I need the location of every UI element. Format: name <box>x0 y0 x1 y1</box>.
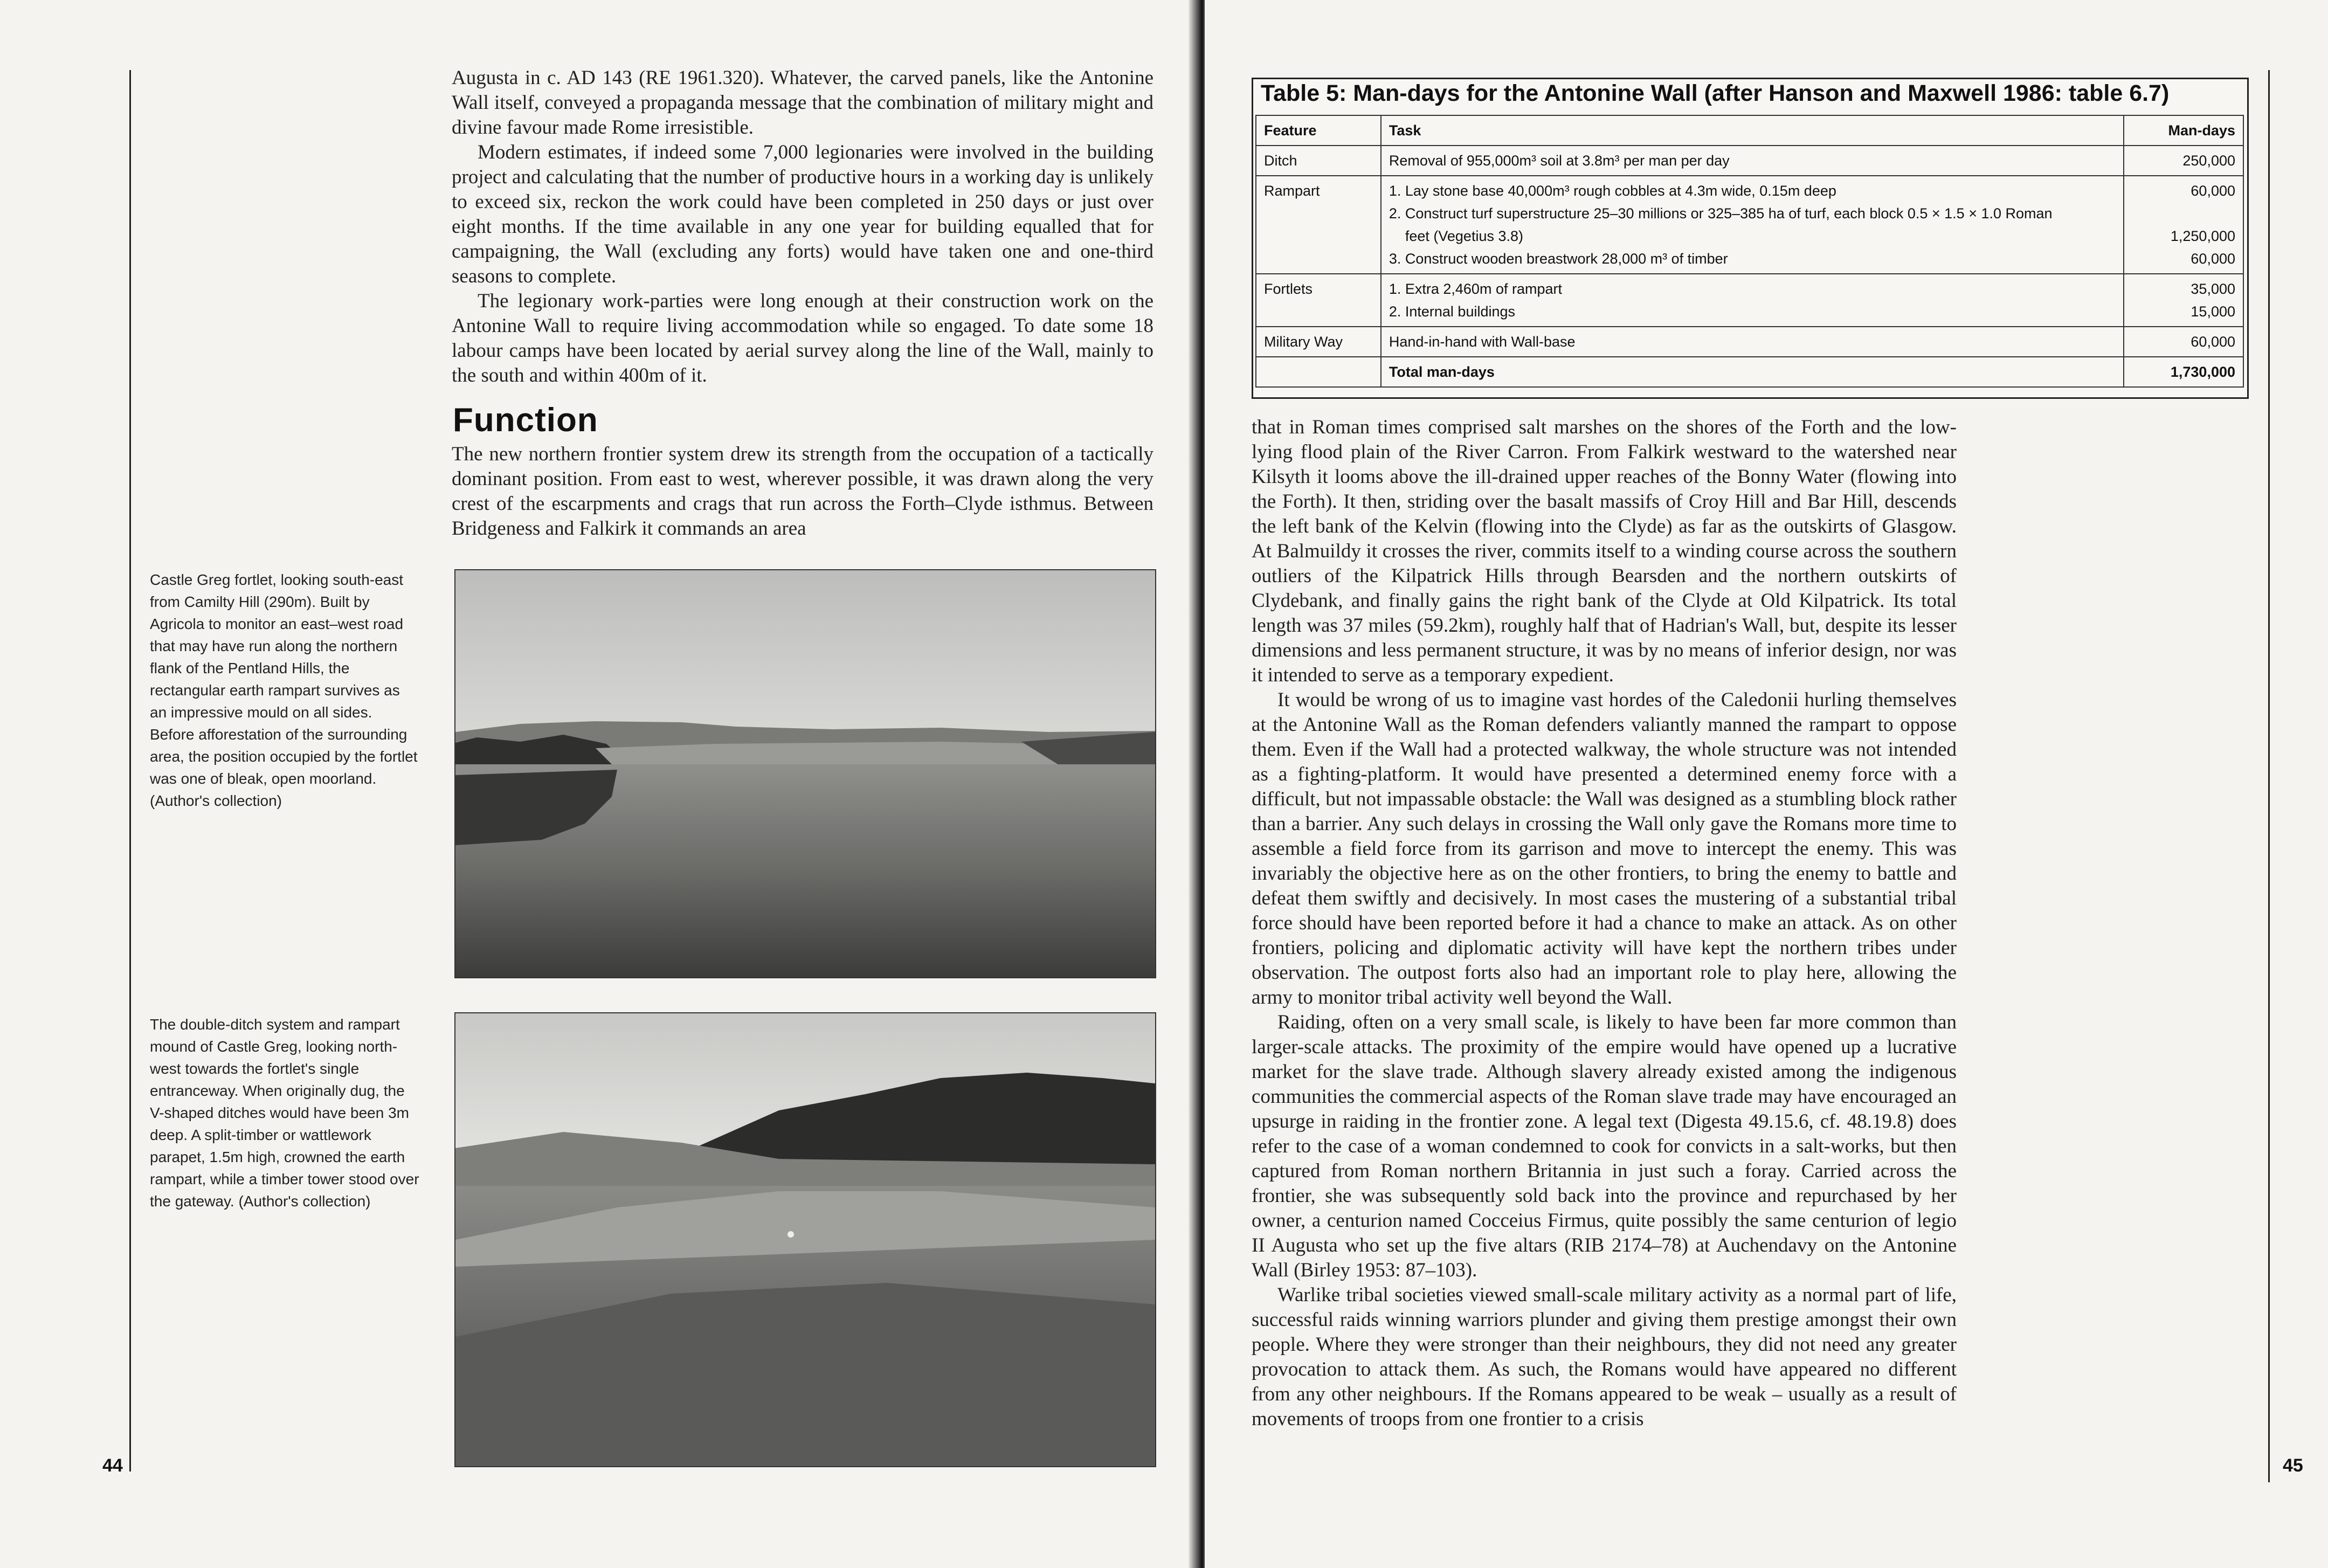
paragraph: Modern estimates, if indeed some 7,000 legionaries were involved in the building project and calculating that the number of productive hours in a working day is unlikely to exceed six, reckon the work could have been completed in 250 days or just over eight months. If the time available in any one year for building equalled that for campaigning, the Wall (excluding any forts) would have taken one and one-third seasons to complete. <box>452 141 1153 287</box>
photo-castle-greg-ditches <box>454 1012 1156 1467</box>
total-label: Total man-days <box>1381 357 2124 387</box>
table-row <box>1256 274 2243 327</box>
task-cell <box>1381 274 2124 327</box>
task-line: 1. Extra 2,460m of rampart <box>1388 281 1562 297</box>
column-header: Task <box>1381 115 2124 146</box>
section-heading: Function <box>453 402 598 439</box>
task-cell <box>1381 176 2124 274</box>
days-value: 35,000 <box>2191 281 2235 297</box>
days-cell <box>2124 274 2243 327</box>
photo-caption-2: The double-ditch system and rampart mound of Castle Greg, looking north-west towards the fortlet's single entranceway. When originally dug, the V-shaped ditches would have been 3m deep. A split-timber or wattlework parapet, 1.5m high, crowned the earth rampart, while a timber tower stood over the gateway. (Author's collection) <box>150 1016 419 1210</box>
days-value <box>2132 202 2235 225</box>
continuation-text <box>452 66 1153 388</box>
total-value: 1,730,000 <box>2124 357 2243 387</box>
task-line: 3. Construct wooden breastwork 28,000 m³ of timber <box>1388 251 1728 267</box>
paragraph: Warlike tribal societies viewed small-scale military activity as a normal part of life, successful raids winning warriors plunder and giving them prestige amongst their own people. Where they were stronger than their neighbours, they did not need any greater provocation to attack them. As such, the Romans would have appeared no different from any other neighbours. If the Romans appeared to be weak – usually as a result of movements of troops from one frontier to a crisis <box>1252 1284 1957 1430</box>
paragraph: that in Roman times comprised salt marshes on the shores of the Forth and the low-lying flood plain of the River Carron. From Falkirk westward to the watershed near Kilsyth it looms above the ill-drained upper reaches of the Bonny Water (flowing into the Forth). It then, striding over the basalt massifs of Croy Hill and Bar Hill, descends the left bank of the Kelvin (flowing into the Clyde) as far as the outskirts of Glasgow. At Balmuildy it crosses the river, commits itself to a winding course across the southern outliers of the Kilpatrick Hills through Bearsden and the northern outskirts of Clydebank, and finally gains the right bank of the Clyde at Old Kilpatrick. Its total length was 37 miles (59.2km), roughly half that of Hadrian's Wall, but, despite its lesser dimensions and less permanent structure, it was by no means of inferior design, nor was it intended to serve as a temporary expedient. <box>1252 416 1957 686</box>
days-cell <box>2124 327 2243 357</box>
task-line: 2. Internal buildings <box>1388 303 1515 320</box>
feature-cell: Rampart <box>1256 176 1381 274</box>
days-value: 60,000 <box>2191 334 2235 350</box>
days-value: 250,000 <box>2182 153 2235 169</box>
table-title: Table 5: Man-days for the Antonine Wall (after Hanson and Maxwell 1986: table 6.7) <box>1261 80 2170 106</box>
task-line: Hand-in-hand with Wall-base <box>1388 334 1576 350</box>
task-line: feet (Vegetius 3.8) <box>1405 228 1523 244</box>
column-header: Feature <box>1256 115 1381 146</box>
feature-cell: Military Way <box>1256 327 1381 357</box>
man-days-table <box>1252 78 2249 399</box>
feature-cell: Fortlets <box>1256 274 1381 327</box>
paragraph: The legionary work-parties were long enough at their construction work on the Antonine Wall to require living accommodation while so engaged. To date some 18 labour camps have been located by aerial survey along the line of the Wall, mainly to the south and within 400m of it. <box>452 290 1153 386</box>
main-text <box>1252 415 1957 1432</box>
page-number: 44 <box>102 1455 123 1476</box>
paragraph: Augusta in c. AD 143 (RE 1961.320). Whatever, the carved panels, like the Antonine Wall itself, conveyed a propaganda message that the combination of military might and divine favour made Rome irresistible. <box>452 67 1153 139</box>
days-cell <box>2124 176 2243 274</box>
days-value: 1,250,000 <box>2170 228 2235 244</box>
paragraph: It would be wrong of us to imagine vast hordes of the Caledonii hurling themselves at the Antonine Wall as the Roman defenders valiantly manned the rampart to oppose them. Even if the Wall had a protected walkway, the whole structure was not intended as a fighting-platform. It would have presented a determined enemy force with a difficult, but not impassable obstacle: the Wall was designed as a stumbling block rather than a barrier. Any such delays in crossing the Wall only gave the Romans more time to assemble a field force from its garrison and move to intercept the enemy. This was invariably the objective here as on the other frontiers, to bring the enemy to battle and defeat them swiftly and decisively. In most cases the mustering of a substantial tribal force should have been reported before it had a chance to make an attack. As on other frontiers, policing and diplomatic activity will have kept the northern tribes under observation. The outpost forts also had an important role to play here, allowing the army to monitor tribal activity well beyond the Wall. <box>1252 689 1957 1009</box>
feature-cell: Ditch <box>1256 146 1381 176</box>
days-cell <box>2124 146 2243 176</box>
table-row <box>1256 176 2243 274</box>
paragraph: Raiding, often on a very small scale, is likely to have been far more common than larger-scale attacks. The proximity of the empire would have opened up a lucrative market for the slave trade. Although slavery already existed among the indigenous communities the commercial aspects of the Roman slave trade may have encouraged an upsurge in raiding in the frontier zone. A legal text (Digesta 49.15.6, cf. 48.19.8) does refer to the case of a woman condemned to cook for convicts in a salt-works, but then captured from Roman northern Britannia in just such a foray. Carried across the frontier, she was subsequently sold back into the province and repurchased by her owner, a centurion named Cocceius Firmus, quite possibly the same centurion of legio II Augusta who set up the five altars (RIB 2174–78) at Auchendavy on the Antonine Wall (Birley 1953: 87–103). <box>1252 1011 1957 1281</box>
page-number: 45 <box>2283 1455 2303 1476</box>
task-line: Removal of 955,000m³ soil at 3.8m³ per man per day <box>1388 153 1730 169</box>
table-total-row <box>1256 357 2243 387</box>
photo-caption-1: Castle Greg fortlet, looking south-east from Camilty Hill (290m). Built by Agricola to monitor an east–west road that may have run along the northern flank of the Pentland Hills, the rectangular earth rampart survives as an impressive mould on all sides. Before afforestation of the surrounding area, the position occupied by the fortlet was one of bleak, open moorland. (Author's collection) <box>150 571 418 809</box>
empty-cell <box>1256 357 1381 387</box>
task-line: 2. Construct turf superstructure 25–30 millions or 325–385 ha of turf, each block 0.5 × 1.5 × 1.0 Roman <box>1388 205 2053 222</box>
function-text <box>452 442 1153 541</box>
moorland-photo-2 <box>455 1013 1155 1466</box>
margin-rule <box>129 70 131 1472</box>
task-cell <box>1381 327 2124 357</box>
column-header: Man-days <box>2124 115 2243 146</box>
task-line: 1. Lay stone base 40,000m³ rough cobbles at 4.3m wide, 0.15m deep <box>1388 183 1836 199</box>
table-header-row <box>1256 115 2243 146</box>
task-cell <box>1381 146 2124 176</box>
days-value: 15,000 <box>2191 303 2235 320</box>
table-row <box>1256 327 2243 357</box>
days-value: 60,000 <box>2191 183 2235 199</box>
days-value: 60,000 <box>2191 251 2235 267</box>
paragraph: The new northern frontier system drew its strength from the occupation of a tactically dominant position. From east to west, wherever possible, it was drawn along the very crest of the escarpments and crags that run across the Forth–Clyde isthmus. Between Bridgeness and Falkirk it commands an area <box>452 443 1153 540</box>
table-row <box>1256 146 2243 176</box>
margin-rule <box>2268 70 2270 1482</box>
table-grid <box>1255 115 2244 388</box>
moorland-photo-1 <box>455 570 1155 977</box>
photo-castle-greg-fortlet <box>454 569 1156 978</box>
